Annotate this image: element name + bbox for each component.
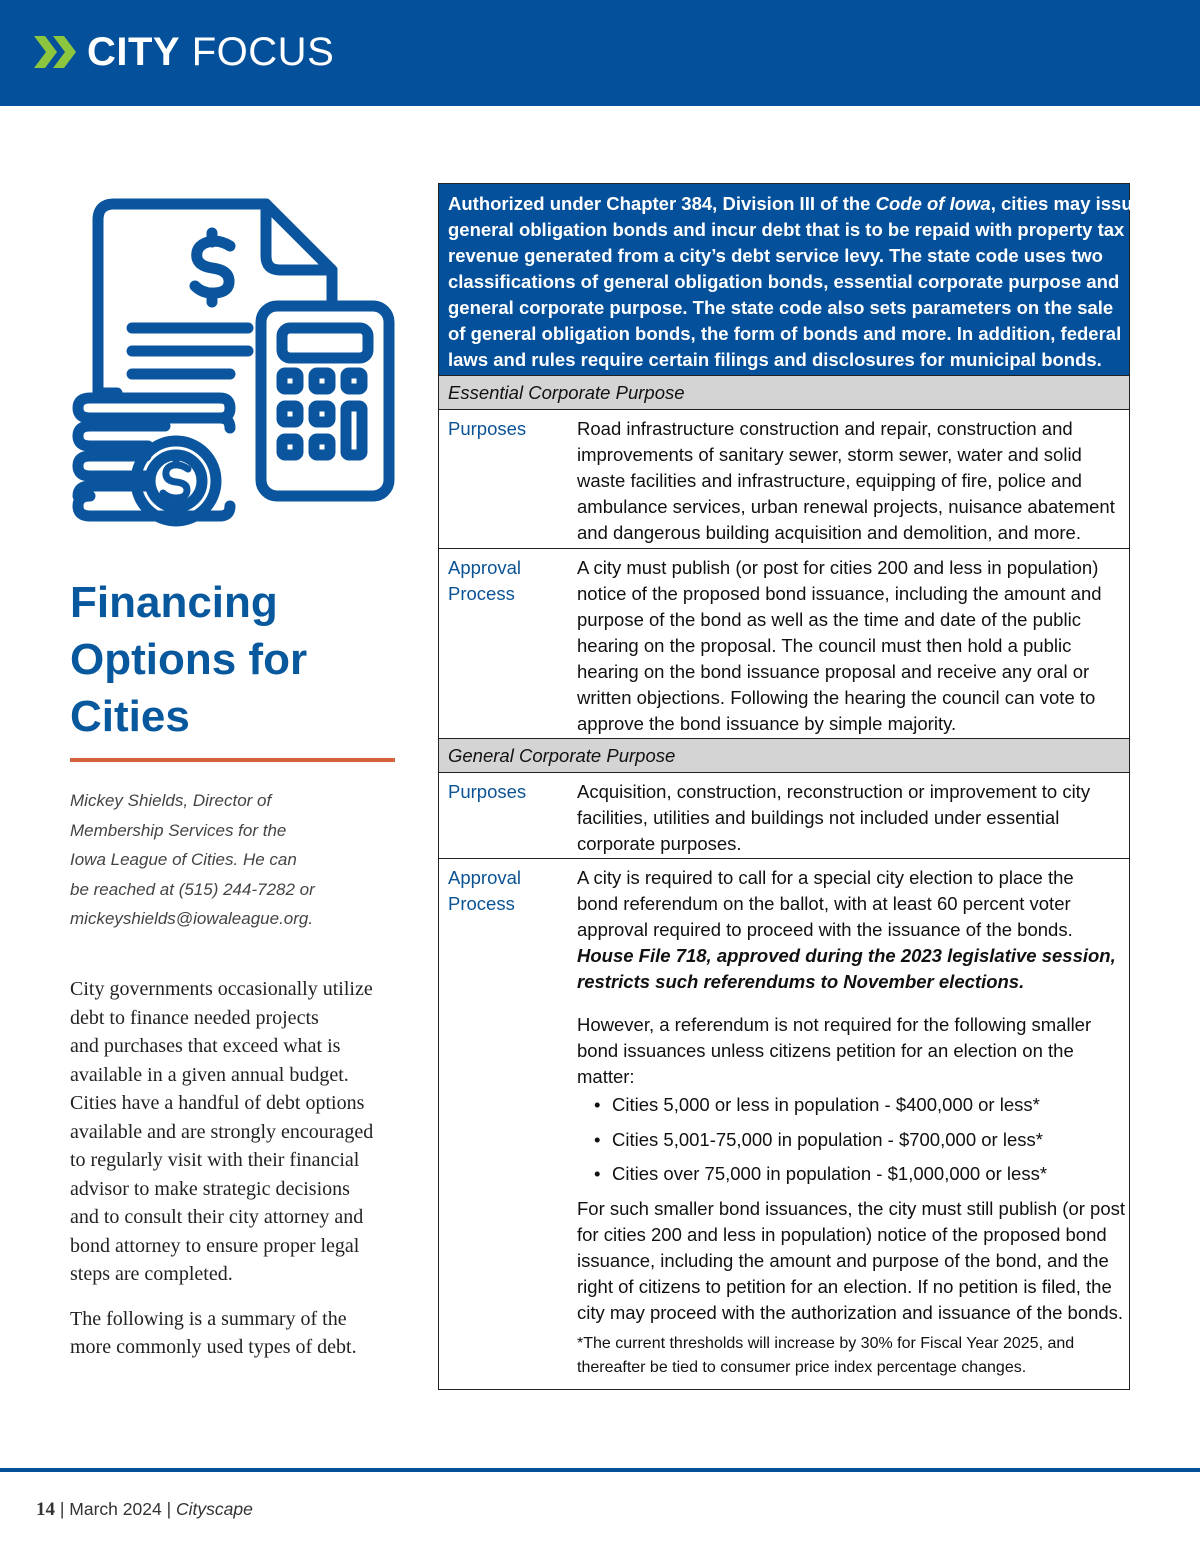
header-band <box>0 0 1200 106</box>
table-row-essential-approval <box>439 549 1129 738</box>
author-email-link[interactable]: mickeyshields@iowaleague.org. <box>70 909 314 928</box>
row-label <box>448 779 558 805</box>
body-line: and purchases that exceed what is <box>70 1035 341 1057</box>
body-line: available and are strongly encouraged <box>70 1120 374 1143</box>
label-text: Process <box>448 893 515 914</box>
body-line: steps are completed. <box>70 1263 233 1285</box>
body-line: to regularly visit with their financial <box>70 1149 360 1171</box>
legislation-note: House File 718, approved during the 2023 legislative session, <box>577 945 1116 966</box>
legislation-note: restricts such referendums to November elections. <box>577 971 1025 992</box>
row-label <box>448 416 558 442</box>
row-content <box>577 549 1129 743</box>
body-line: bond attorney to ensure proper legal <box>70 1234 360 1257</box>
row-content <box>577 410 1129 552</box>
content-line: written objections. Following the hearing the council can vote to <box>577 687 1096 708</box>
paragraph-gap <box>577 995 1119 1012</box>
finance-document-calculator-coins-icon <box>70 198 398 528</box>
table-row-general-purposes <box>439 773 1129 859</box>
content-line: bond issuances unless citizens petition for an election on the <box>577 1040 1074 1061</box>
body-line: more commonly used types of debt. <box>70 1336 357 1358</box>
bond-summary-table <box>438 183 1143 1390</box>
double-chevron-right-icon <box>34 36 78 68</box>
intro-line: classifications of general obligation bonds, essential corporate purpose and <box>448 271 1120 292</box>
byline-line: Iowa League of Cities. He can <box>70 850 297 869</box>
section-heading-essential: Essential Corporate Purpose <box>439 375 1129 410</box>
content-line: issuance, including the amount and purpose of the bond, and the <box>577 1249 1109 1271</box>
body-line: City governments occasionally utilize <box>70 978 373 1000</box>
body-line: Cities have a handful of debt options <box>70 1092 365 1114</box>
footer-separator: | <box>161 1499 176 1519</box>
footnote-line: thereafter be tied to consumer price index percentage changes. <box>577 1358 1027 1376</box>
row-content <box>577 859 1129 1386</box>
threshold-item: • Cities 5,001-75,000 in population - $700,000 or less* <box>594 1127 1119 1153</box>
intro-text: Authorized under Chapter 384, Division III of the <box>448 193 876 214</box>
body-line: and to consult their city attorney and <box>70 1206 364 1228</box>
section-brand <box>87 30 334 74</box>
label-text: Approval <box>448 867 522 888</box>
content-line: corporate purposes. <box>577 833 742 854</box>
row-label <box>448 555 558 607</box>
article-body <box>70 975 400 1378</box>
body-paragraph <box>70 975 400 1289</box>
row-content <box>577 773 1129 863</box>
body-line: debt to finance needed projects <box>70 1006 319 1029</box>
byline-line: Membership Services for the <box>70 820 287 840</box>
intro-line: general obligation bonds and incur debt that is to be repaid with property tax <box>448 219 1125 240</box>
content-line: notice of the proposed bond issuance, including the amount and <box>577 583 1102 604</box>
threshold-item: • Cities 5,000 or less in population - $400,000 or less* <box>594 1092 1119 1118</box>
byline-line: Mickey Shields, Director of <box>70 791 272 810</box>
section-heading-general: General Corporate Purpose <box>439 738 1129 773</box>
issue-date: March 2024 <box>69 1499 162 1519</box>
threshold-footnote <box>577 1332 1119 1380</box>
article-title <box>70 574 410 745</box>
content-line: purpose of the bond as well as the time and date of the public <box>577 609 1081 630</box>
body-line: advisor to make strategic decisions <box>70 1177 350 1200</box>
label-text: Purposes <box>448 418 527 439</box>
body-line: available in a given annual budget. <box>70 1063 349 1086</box>
content-line: A city is required to call for a special city election to place the <box>577 867 1074 888</box>
table-intro <box>439 184 1143 375</box>
content-line: improvements of sanitary sewer, storm sewer, water and solid <box>577 444 1082 465</box>
footer-divider <box>0 1468 1200 1472</box>
content-line: and dangerous building acquisition and demolition, and more. <box>577 522 1081 543</box>
label-text: Approval <box>448 557 522 578</box>
threshold-item: • Cities over 75,000 in population - $1,000,000 or less* <box>594 1161 1119 1187</box>
content-line: for cities 200 and less in population) notice of the proposed bond <box>577 1223 1107 1245</box>
footer-separator: | <box>55 1499 70 1519</box>
title-line: Financing <box>70 578 278 627</box>
intro-line <box>448 191 1143 217</box>
body-line: The following is a summary of the <box>70 1307 347 1330</box>
content-line: Acquisition, construction, reconstruction or improvement to city <box>577 781 1091 802</box>
table-row-essential-purposes <box>439 410 1129 549</box>
intro-line: of general obligation bonds, the form of bonds and more. In addition, federal <box>448 323 1122 344</box>
title-divider <box>70 758 395 762</box>
footnote-line: *The current thresholds will increase by 30% for Fiscal Year 2025, and <box>577 1334 1075 1352</box>
page-number: 14 <box>36 1499 55 1520</box>
intro-line: general corporate purpose. The state code also sets parameters on the sale <box>448 297 1114 318</box>
page-footer <box>36 1499 253 1521</box>
content-line: hearing on the bond issuance proposal and receive any oral or <box>577 661 1090 682</box>
intro-emphasis: Code of Iowa <box>875 193 991 214</box>
content-line: hearing on the proposal. The council must then hold a public <box>577 635 1072 656</box>
body-paragraph <box>70 1305 400 1362</box>
content-line: However, a referendum is not required for the following smaller <box>577 1014 1092 1035</box>
content-line: waste facilities and infrastructure, equipping of fire, police and <box>577 470 1082 491</box>
intro-line: laws and rules require certain filings and disclosures for municipal bonds. <box>448 349 1102 370</box>
intro-line: revenue generated from a city’s debt service levy. The state code uses two <box>448 245 1103 266</box>
content-line: right of citizens to petition for an election. If no petition is filed, the <box>577 1275 1112 1297</box>
threshold-list <box>594 1092 1119 1187</box>
content-line: Road infrastructure construction and repair, construction and <box>577 418 1073 439</box>
author-byline <box>70 786 400 934</box>
content-line: approve the bond issuance by simple majority. <box>577 713 957 734</box>
title-line: Options for <box>70 635 308 684</box>
content-line: A city must publish (or post for cities 200 and less in population) <box>577 557 1099 578</box>
brand-light: FOCUS <box>191 30 335 74</box>
content-line: city may proceed with the authorization and issuance of the bonds. <box>577 1301 1124 1323</box>
content-line: For such smaller bond issuances, the city must still publish (or post <box>577 1197 1126 1219</box>
content-line: facilities, utilities and buildings not included under essential <box>577 807 1060 828</box>
content-line: bond referendum on the ballot, with at least 60 percent voter <box>577 893 1071 914</box>
content-line: approval required to proceed with the issuance of the bonds. <box>577 919 1073 940</box>
row-label <box>448 865 558 917</box>
title-line: Cities <box>70 692 190 741</box>
table-row-general-approval <box>439 859 1129 1386</box>
byline-line: be reached at (515) 244-7282 or <box>70 879 315 899</box>
content-line: matter: <box>577 1066 635 1087</box>
label-text: Process <box>448 583 515 604</box>
intro-text: , cities may issue <box>990 193 1143 214</box>
publication-name: Cityscape <box>175 1499 253 1519</box>
brand-bold: CITY <box>87 30 181 74</box>
content-line: ambulance services, urban renewal projects, nuisance abatement <box>577 496 1115 517</box>
label-text: Purposes <box>448 781 527 802</box>
